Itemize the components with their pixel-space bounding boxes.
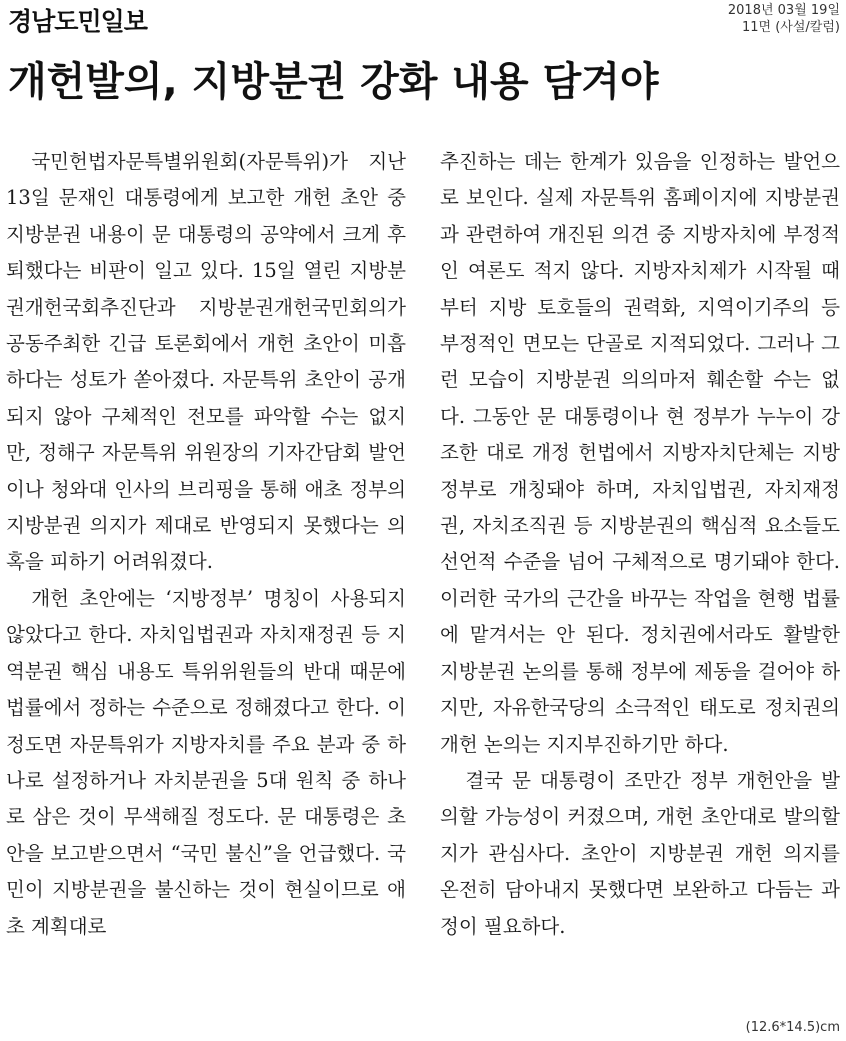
- article-paragraph: 국민헌법자문특별위원회(자문특위)가 지난 13일 문재인 대통령에게 보고한 개헌 초안 중 지방분권 내용이 문 대통령의 공약에서 크게 후퇴했다는 비판이 일고 있다. 15일 열린 지방분권개헌국회추진단과 지방분권개헌국민회의가 공동주최한 긴급 토론회에서 개헌 초안이 미흡하다는 성토가 쏟아졌다. 자문특위 초안이 공개되지 않아 구체적인 전모를 파악할 수는 없지만, 정해구 자문특위 위원장의 기자간담회 발언이나 청와대 인사의 브리핑을 통해 애초 정부의 지방분권 의지가 제대로 반영되지 못했다는 의혹을 피하기 어려워졌다.: [6, 150, 406, 574]
- publication-date: 2018년 03월 19일: [727, 3, 840, 18]
- article-paragraph-continued: 추진하는 데는 한계가 있음을 인정하는 발언으로 보인다. 실제 자문특위 홈페이지에 지방분권과 관련하여 개진된 의견 중 지방자치에 부정적인 여론도 적지 않다. 지방자치제가 시작될 때부터 지방 토호들의 권력화, 지역이기주의 등 부정적인 면모는 단골로 지적되었다. 그러나 그런 모습이 지방분권 의의마저 훼손할 수는 없다. 그동안 문 대통령이나 현 정부가 누누이 강조한 대로 개정 헌법에서 지방자치단체는 지방정부로 개칭돼야 하며, 자치입법권, 자치재정권, 자치조직권 등 지방분권의 핵심적 요소들도 선언적 수준을 넘어 구체적으로 명기돼야 한다. 이러한 국가의 근간을 바꾸는 작업을 현행 법률에 맡겨서는 안 된다. 정치권에서라도 활발한 지방분권 논의를 통해 정부에 제동을 걸어야 하지만, 자유한국당의 소극적인 태도로 정치권의 개헌 논의는 지지부진하기만 하다.: [440, 150, 840, 756]
- newspaper-masthead: 경남도민일보: [8, 7, 147, 36]
- article-paragraph: 결국 문 대통령이 조만간 정부 개헌안을 발의할 가능성이 커졌으며, 개헌 초안대로 발의할지가 관심사다. 초안이 지방분권 개헌 의지를 온전히 담아내지 못했다면 보완하고 다듬는 과정이 필요하다.: [440, 768, 840, 938]
- page-section: 11면 (사설/칼럼): [742, 20, 840, 35]
- publication-meta: [728, 2, 840, 36]
- article-headline: 개헌발의, 지방분권 강화 내용 담겨야: [8, 59, 659, 105]
- article-paragraph: 개헌 초안에는 ‘지방정부’ 명칭이 사용되지 않았다고 한다. 자치입법권과 자치재정권 등 지역분권 핵심 내용도 특위위원들의 반대 때문에 법률에서 정하는 수준으로 정해졌다고 한다. 이 정도면 자문특위가 지방자치를 주요 분과 중 하나로 설정하거나 자치분권을 5대 원칙 중 하나로 삼은 것이 무색해질 정도다. 문 대통령은 초안을 보고받으면서 “국민 불신”을 언급했다. 국민이 지방분권을 불신하는 것이 현실이므로 애초 계획대로: [6, 586, 406, 938]
- article-size-note: (12.6*14.5)cm: [745, 1020, 840, 1035]
- article-column-right: [440, 144, 840, 945]
- article-column-left: [6, 144, 406, 945]
